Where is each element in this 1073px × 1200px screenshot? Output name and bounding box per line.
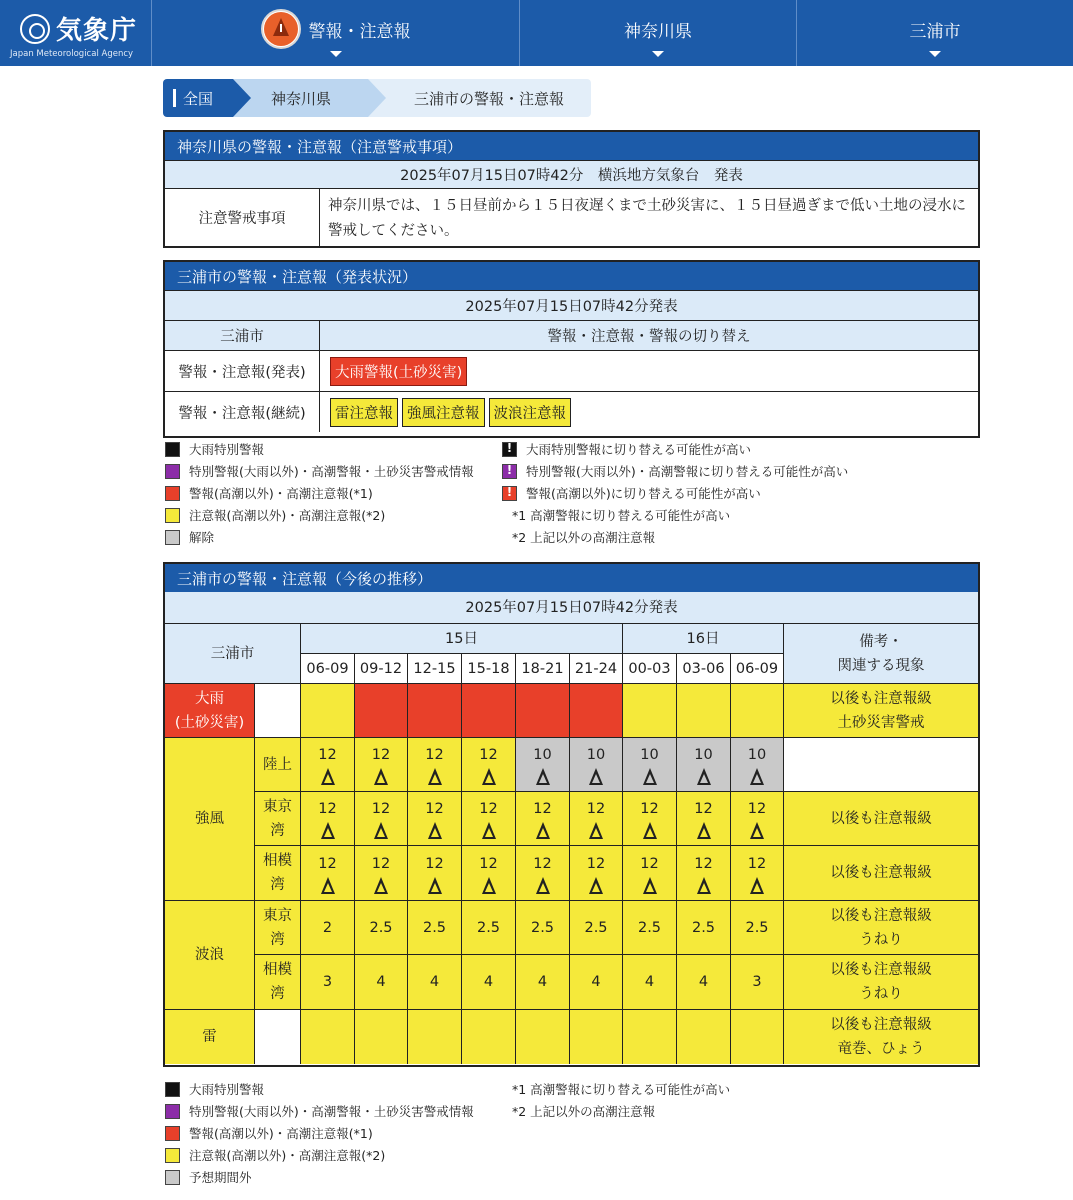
legend-bottom-left <box>165 1078 495 1188</box>
row-label-wind: 強風 <box>165 738 255 901</box>
warning-icon <box>261 9 301 49</box>
nav-warnings-label: 警報・注意報 <box>308 21 411 42</box>
thunder-level-cell <box>301 1010 355 1064</box>
remark-wave-sagami: 以後も注意報級 うねり <box>784 955 978 1010</box>
wind-speed-cell <box>731 792 784 846</box>
wind-direction-icon <box>481 768 497 786</box>
legend-label: 予想期間外 <box>189 1170 252 1185</box>
time-slot-header: 21-24 <box>570 654 623 684</box>
wind-direction-icon <box>373 877 389 895</box>
wind-direction-icon <box>373 822 389 840</box>
chevron-down-icon <box>330 51 342 57</box>
rain-level-cell <box>731 684 784 738</box>
wind-direction-icon <box>427 768 443 786</box>
legend-label: 特別警報(大雨以外)・高潮警報に切り替える可能性が高い <box>526 464 849 479</box>
legend-label: 大雨特別警報 <box>189 442 265 457</box>
wind-speed-cell <box>570 846 623 901</box>
row-sublabel-empty <box>255 1010 301 1064</box>
site-header <box>0 0 1073 66</box>
timeline-title: 三浦市の警報・注意報（今後の推移） <box>165 564 978 592</box>
wind-speed-cell <box>731 738 784 792</box>
wind-speed-cell <box>408 738 462 792</box>
wind-speed-cell <box>408 792 462 846</box>
time-slot-header: 06-09 <box>731 654 784 684</box>
wind-direction-icon <box>588 877 604 895</box>
wave-height-cell: 2.5 <box>408 901 462 955</box>
legend-label: 警報(高潮以外)・高潮注意報(*1) <box>189 486 373 501</box>
wind-speed-value: 12 <box>425 801 444 817</box>
caution-title: 神奈川県の警報・注意報（注意警戒事項） <box>165 132 978 160</box>
wind-speed-value: 10 <box>586 747 606 763</box>
wind-speed-value: 12 <box>586 801 606 817</box>
wind-speed-value: 12 <box>694 801 713 817</box>
legend-label: 解除 <box>189 530 215 545</box>
row-sublabel-tokyo-bay: 東京 湾 <box>255 901 301 955</box>
time-slot-header: 18-21 <box>516 654 570 684</box>
remark-wave-tokyo: 以後も注意報級 うねり <box>784 901 978 955</box>
wind-speed-value: 12 <box>371 747 391 763</box>
timeline-panel <box>163 562 980 1067</box>
time-slot-header: 15-18 <box>462 654 516 684</box>
wave-height-cell: 2.5 <box>462 901 516 955</box>
wave-height-cell: 2.5 <box>516 901 570 955</box>
wind-speed-cell <box>623 792 677 846</box>
nav-city[interactable] <box>797 0 1073 66</box>
legend-label: 大雨特別警報 <box>189 1082 265 1097</box>
wind-direction-icon <box>749 877 765 895</box>
wind-speed-cell <box>677 738 731 792</box>
wind-direction-icon <box>320 877 336 895</box>
legend-note: *1 高潮警報に切り替える可能性が高い <box>512 508 731 523</box>
wind-direction-icon <box>535 877 551 895</box>
wind-speed-cell <box>731 846 784 901</box>
wind-speed-value: 12 <box>533 801 552 817</box>
wave-height-cell: 2.5 <box>355 901 408 955</box>
wind-speed-cell <box>355 738 408 792</box>
remark-wind-tokyo: 以後も注意報級 <box>784 792 978 846</box>
wave-height-cell: 4 <box>408 955 462 1010</box>
exclamation-icon <box>502 464 517 479</box>
legend-label: 警報(高潮以外)に切り替える可能性が高い <box>526 486 761 501</box>
row-sublabel-land: 陸上 <box>255 738 301 792</box>
timeline-issued: 2025年07月15日07時42分発表 <box>165 592 978 624</box>
time-slot-header: 06-09 <box>301 654 355 684</box>
wind-speed-value: 12 <box>533 855 552 872</box>
wind-speed-value: 12 <box>747 801 767 817</box>
timeline-day1: 15日 <box>301 624 623 654</box>
nav-warnings[interactable] <box>152 0 520 66</box>
thunder-level-cell <box>623 1010 677 1064</box>
wind-speed-value: 12 <box>747 855 767 872</box>
timeline-table <box>165 592 978 1065</box>
wind-direction-icon <box>642 822 658 840</box>
wave-height-cell: 3 <box>731 955 784 1010</box>
rain-level-cell <box>355 684 408 738</box>
wind-speed-value: 10 <box>533 747 552 763</box>
timeline-area: 三浦市 <box>165 624 301 684</box>
legend-note: *1 高潮警報に切り替える可能性が高い <box>512 1082 731 1097</box>
wind-speed-cell <box>301 846 355 901</box>
wind-direction-icon <box>696 822 712 840</box>
legend-swatch <box>165 1082 180 1097</box>
legend-swatch <box>165 464 180 479</box>
rain-level-cell <box>301 684 355 738</box>
legend-left <box>165 438 495 548</box>
rain-level-cell <box>570 684 623 738</box>
row-sublabel-sagami-bay: 相模 湾 <box>255 955 301 1010</box>
timeline-remarks-head: 備考・ 関連する現象 <box>784 624 978 684</box>
wind-speed-cell <box>301 738 355 792</box>
rain-level-cell <box>462 684 516 738</box>
remark-wind-sagami: 以後も注意報級 <box>784 846 978 901</box>
rain-level-cell <box>623 684 677 738</box>
wind-direction-icon <box>642 768 658 786</box>
caution-label: 注意警戒事項 <box>198 211 286 227</box>
wave-height-cell: 4 <box>462 955 516 1010</box>
remark-thunder: 以後も注意報級 竜巻、ひょう <box>784 1010 978 1064</box>
wind-speed-cell <box>623 738 677 792</box>
wind-direction-icon <box>320 768 336 786</box>
wind-speed-value: 10 <box>694 747 713 763</box>
wind-speed-cell <box>677 792 731 846</box>
wind-speed-cell <box>677 846 731 901</box>
wind-direction-icon <box>749 822 765 840</box>
jma-logo[interactable] <box>0 0 152 66</box>
wind-direction-icon <box>427 877 443 895</box>
wave-height-cell: 2.5 <box>623 901 677 955</box>
wind-speed-cell <box>462 846 516 901</box>
wind-direction-icon <box>320 822 336 840</box>
legend-right <box>502 438 922 548</box>
status-title: 三浦市の警報・注意報（発表状況） <box>165 262 978 290</box>
thunder-level-cell <box>355 1010 408 1064</box>
legend-label: 大雨特別警報に切り替える可能性が高い <box>526 442 752 457</box>
status-head-types: 警報・注意報・警報の切り替え <box>319 321 978 350</box>
wind-speed-cell <box>516 792 570 846</box>
legend-swatch <box>165 442 180 457</box>
legend-swatch <box>165 1170 180 1185</box>
wind-direction-icon <box>427 822 443 840</box>
wind-direction-icon <box>535 822 551 840</box>
wind-speed-cell <box>408 846 462 901</box>
caution-text: 神奈川県では、１５日昼前から１５日夜遅くまで土砂災害に、１５日昼過ぎまで低い土地の浸水に警戒してください。 <box>319 189 978 246</box>
status-panel <box>163 260 980 438</box>
caution-panel <box>163 130 980 248</box>
timeline-day2: 16日 <box>623 624 784 654</box>
wind-speed-value: 12 <box>318 801 337 817</box>
wind-speed-value: 12 <box>479 855 498 872</box>
wind-direction-icon <box>588 768 604 786</box>
legend-label: 注意報(高潮以外)・高潮注意報(*2) <box>189 1148 386 1163</box>
legend-note: *2 上記以外の高潮注意報 <box>512 1104 656 1119</box>
wind-speed-cell <box>516 738 570 792</box>
wind-speed-value: 12 <box>318 855 337 872</box>
wind-speed-value: 10 <box>640 747 659 763</box>
nav-prefecture[interactable] <box>520 0 797 66</box>
legend-swatch <box>165 1104 180 1119</box>
row-label-thunder: 雷 <box>165 1010 255 1064</box>
wave-height-cell: 2.5 <box>731 901 784 955</box>
rain-level-cell <box>408 684 462 738</box>
logo-subtext: Japan Meteorological Agency <box>10 49 134 59</box>
breadcrumb-current: 三浦市の警報・注意報 <box>368 79 591 117</box>
wind-direction-icon <box>481 822 497 840</box>
wind-speed-value: 10 <box>747 747 767 763</box>
wind-speed-value: 12 <box>425 855 444 872</box>
wind-speed-cell <box>462 738 516 792</box>
wave-height-cell: 4 <box>570 955 623 1010</box>
thunder-level-cell <box>677 1010 731 1064</box>
wind-direction-icon <box>588 822 604 840</box>
wind-direction-icon <box>481 877 497 895</box>
exclamation-icon <box>502 486 517 501</box>
row-sublabel-tokyo-bay: 東京 湾 <box>255 792 301 846</box>
row-label-rain: 大雨 (土砂災害) <box>165 684 255 738</box>
row-sublabel-sagami-bay: 相模 湾 <box>255 846 301 901</box>
wind-direction-icon <box>696 877 712 895</box>
chevron-down-icon <box>652 51 664 57</box>
wind-speed-value: 12 <box>694 855 713 872</box>
legend-swatch <box>165 508 180 523</box>
legend-label: 特別警報(大雨以外)・高潮警報・土砂災害警戒情報 <box>189 464 474 479</box>
wave-height-cell: 4 <box>623 955 677 1010</box>
wind-speed-cell <box>623 846 677 901</box>
rain-level-cell <box>677 684 731 738</box>
legend-label: 警報(高潮以外)・高潮注意報(*1) <box>189 1126 373 1141</box>
legend-swatch <box>165 1126 180 1141</box>
legend-label: 特別警報(大雨以外)・高潮警報・土砂災害警戒情報 <box>189 1104 474 1119</box>
time-slot-header: 12-15 <box>408 654 462 684</box>
wind-speed-value: 12 <box>425 747 444 763</box>
time-slot-header: 03-06 <box>677 654 731 684</box>
status-continued-label: 警報・注意報(継続) <box>178 405 306 422</box>
wind-speed-cell <box>301 792 355 846</box>
status-badge: 強風注意報 <box>402 398 485 427</box>
status-badge: 雷注意報 <box>330 398 398 427</box>
wind-speed-value: 12 <box>640 855 659 872</box>
wave-height-cell: 3 <box>301 955 355 1010</box>
breadcrumb-national[interactable]: 全国 <box>163 79 233 117</box>
row-sublabel-empty <box>255 684 301 738</box>
wind-direction-icon <box>749 768 765 786</box>
wind-speed-value: 12 <box>371 855 391 872</box>
wind-direction-icon <box>373 768 389 786</box>
legend-swatch <box>165 530 180 545</box>
rain-level-cell <box>516 684 570 738</box>
logo-text: 気象庁 <box>56 16 138 46</box>
wave-height-cell: 4 <box>677 955 731 1010</box>
status-head-area: 三浦市 <box>220 329 264 345</box>
wave-height-cell: 2 <box>301 901 355 955</box>
jma-logo-icon <box>20 14 50 44</box>
wind-speed-cell <box>570 738 623 792</box>
wind-speed-cell <box>355 792 408 846</box>
thunder-level-cell <box>408 1010 462 1064</box>
wave-height-cell: 2.5 <box>677 901 731 955</box>
legend-note: *2 上記以外の高潮注意報 <box>512 530 656 545</box>
nav-city-label: 三浦市 <box>909 21 961 42</box>
wave-height-cell: 2.5 <box>570 901 623 955</box>
wind-direction-icon <box>535 768 551 786</box>
wind-speed-value: 12 <box>640 801 659 817</box>
row-label-wave: 波浪 <box>165 901 255 1010</box>
status-issued: 2025年07月15日07時42分発表 <box>165 291 978 320</box>
time-slot-header: 00-03 <box>623 654 677 684</box>
legend-swatch <box>165 1148 180 1163</box>
remark-wind-land <box>784 738 978 792</box>
wind-speed-cell <box>570 792 623 846</box>
wind-direction-icon <box>696 768 712 786</box>
wind-speed-cell <box>462 792 516 846</box>
remark-rain: 以後も注意報級 土砂災害警戒 <box>784 684 978 738</box>
wind-speed-value: 12 <box>479 801 498 817</box>
status-badge: 波浪注意報 <box>489 398 572 427</box>
legend-label: 注意報(高潮以外)・高潮注意報(*2) <box>189 508 386 523</box>
wind-direction-icon <box>642 877 658 895</box>
exclamation-icon <box>502 442 517 457</box>
legend-bottom-right <box>512 1078 812 1122</box>
thunder-level-cell <box>570 1010 623 1064</box>
wind-speed-cell <box>355 846 408 901</box>
status-badge: 大雨警報(土砂災害) <box>330 357 467 386</box>
wind-speed-cell <box>516 846 570 901</box>
breadcrumb-prefecture[interactable]: 神奈川県 <box>233 79 368 117</box>
nav-prefecture-label: 神奈川県 <box>624 21 692 42</box>
wave-height-cell: 4 <box>516 955 570 1010</box>
wind-speed-value: 12 <box>371 801 391 817</box>
wind-speed-value: 12 <box>479 747 498 763</box>
legend-swatch <box>165 486 180 501</box>
time-slot-header: 09-12 <box>355 654 408 684</box>
chevron-down-icon <box>929 51 941 57</box>
wind-speed-value: 12 <box>586 855 606 872</box>
wind-speed-value: 12 <box>318 747 337 763</box>
thunder-level-cell <box>516 1010 570 1064</box>
wave-height-cell: 4 <box>355 955 408 1010</box>
thunder-level-cell <box>731 1010 784 1064</box>
caution-issued: 2025年07月15日07時42分 横浜地方気象台 発表 <box>165 161 978 188</box>
breadcrumb <box>163 79 591 117</box>
status-issued-label: 警報・注意報(発表) <box>178 364 306 381</box>
thunder-level-cell <box>462 1010 516 1064</box>
